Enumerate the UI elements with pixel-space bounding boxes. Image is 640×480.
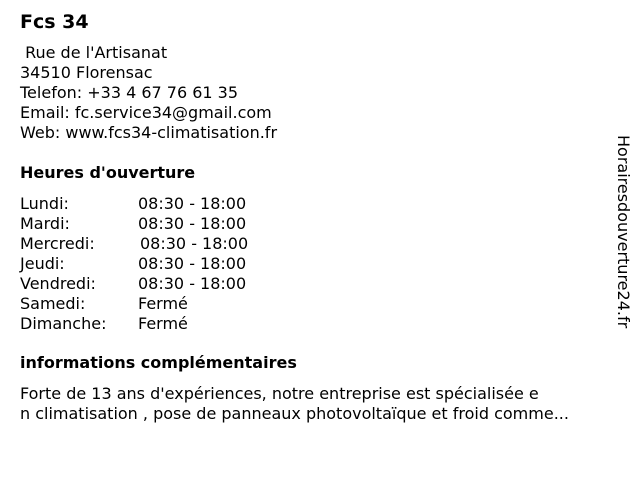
day-label: Jeudi: <box>20 254 65 273</box>
hours-row-thursday <box>20 254 320 274</box>
description-text <box>20 384 620 424</box>
hours-row-friday <box>20 274 320 294</box>
day-label: Mardi: <box>20 214 70 233</box>
site-watermark: Horairesdouverture24.fr <box>614 135 633 329</box>
info-heading: informations complémentaires <box>20 353 297 372</box>
hours-heading: Heures d'ouverture <box>20 163 196 182</box>
hours-row-tuesday <box>20 214 320 234</box>
hours-row-monday <box>20 194 320 214</box>
website-line: Web: www.fcs34-climatisation.fr <box>20 123 278 142</box>
phone-line: Telefon: +33 4 67 76 61 35 <box>20 83 239 102</box>
time-value: 08:30 - 18:00 <box>138 254 247 273</box>
city-line: 34510 Florensac <box>20 63 153 82</box>
hours-row-saturday <box>20 294 320 314</box>
day-label: Samedi: <box>20 294 86 313</box>
business-name: Fcs 34 <box>20 11 89 33</box>
day-label: Dimanche: <box>20 314 107 333</box>
hours-row-sunday <box>20 314 320 334</box>
description-line: n climatisation , pose de panneaux photovoltaïque et froid comme... <box>20 404 569 423</box>
day-label: Lundi: <box>20 194 69 213</box>
time-value: Fermé <box>138 314 188 333</box>
time-value: 08:30 - 18:00 <box>140 234 249 253</box>
hours-row-wednesday <box>20 234 320 254</box>
time-value: Fermé <box>138 294 188 313</box>
hours-table <box>20 194 320 334</box>
street-line: Rue de l'Artisanat <box>20 43 168 62</box>
day-label: Vendredi: <box>20 274 96 293</box>
time-value: 08:30 - 18:00 <box>138 194 247 213</box>
email-line: Email: fc.service34@gmail.com <box>20 103 272 122</box>
time-value: 08:30 - 18:00 <box>138 214 247 233</box>
time-value: 08:30 - 18:00 <box>138 274 247 293</box>
description-line: Forte de 13 ans d'expériences, notre entreprise est spécialisée e <box>20 384 539 403</box>
address-block <box>20 43 277 143</box>
day-label: Mercredi: <box>20 234 95 253</box>
